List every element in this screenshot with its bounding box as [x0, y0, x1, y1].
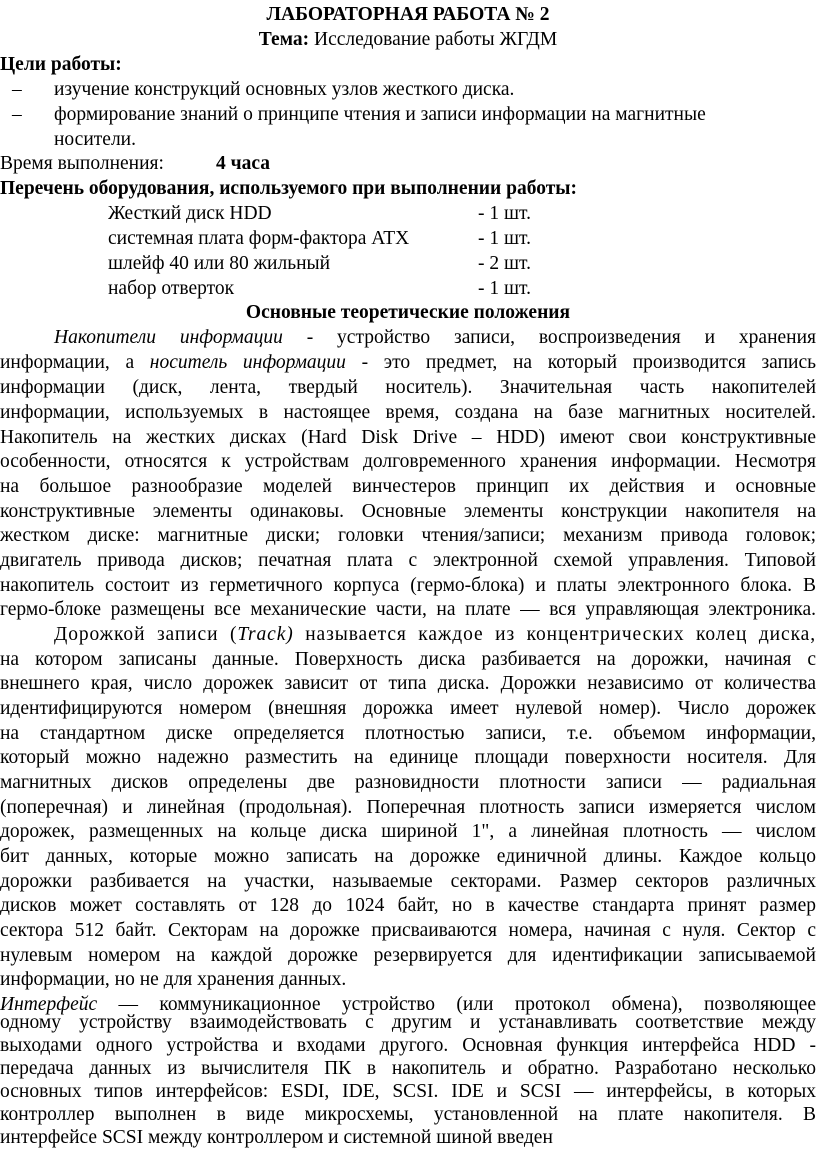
paragraph-line: контроллер выполнен в виде микросхемы, установленной на плате накопителя. В [0, 1104, 816, 1125]
paragraph-line: Накопители информации - устройство записи, воспроизведения и хранения [54, 327, 816, 348]
paragraph-line: конструктивные элементы одинаковы. Основные элементы конструкции накопителя на [0, 501, 816, 522]
document-title: ЛАБОРАТОРНАЯ РАБОТА № 2 [266, 4, 550, 25]
paragraph-line: интерфейсе SCSI между контроллером и системной шиной введен [0, 1127, 553, 1148]
paragraph-line: особенности, относятся к устройствам долговременного хранения информации. Несмотря [0, 451, 816, 472]
paragraph-line: внешнего края, число дорожек зависит от типа диска. Дорожки независимо от количества [0, 673, 816, 694]
paragraph-line: основных типов интерфейсов: ESDI, IDE, SCSI. IDE и SCSI — интерфейсы, в которых [0, 1081, 816, 1102]
paragraph-line: передача данных из вычислителя ПК в накопитель и обратно. Разработано несколько [0, 1058, 816, 1079]
document-topic: Тема: Исследование работы ЖГДМ [258, 29, 558, 50]
goal-item-continuation: носители. [54, 129, 136, 150]
paragraph-line: на стандартном диске определяется плотностью записи, т.е. объемом информации, [0, 723, 816, 744]
paragraph-line: на большое разнообразие моделей винчестеров принцип их действия и основные [0, 476, 816, 497]
paragraph-line: дисков может составлять от 128 до 1024 байт, но в качестве стандарта принят размер [0, 895, 816, 916]
paragraph-line: информации, используемых в настоящее время, создана на базе магнитных носителей. [0, 402, 816, 423]
paragraph-line: сектора 512 байт. Секторам на дорожке присваиваются номера, начиная с нуля. Сектор с [0, 920, 816, 941]
equipment-heading: Перечень оборудования, используемого при выполнении работы: [0, 178, 578, 199]
paragraph-line: Накопитель на жестких дисках (Hard Disk Drive – HDD) имеют свои конструктивные [0, 427, 816, 448]
paragraph-line: одному устройству взаимодействовать с другим и устанавливать соответствие между [0, 1012, 816, 1033]
paragraph-line: информации (диск, лента, твердый носитель). Значительная часть накопителей [0, 377, 816, 398]
paragraph-line: выходами одного устройства и входами другого. Основная функция интерфейса HDD - [0, 1035, 816, 1056]
paragraph-line: информации, но не для хранения данных. [0, 969, 347, 990]
paragraph-line: магнитных дисков определены две разновидности плотности записи — радиальная [0, 772, 816, 793]
paragraph-line: накопитель состоит из герметичного корпуса (гермо-блока) и платы электронного блока. В [0, 575, 816, 596]
time-row [0, 152, 816, 177]
paragraph-line: идентифицируются номером (внешняя дорожка имеет нулевой номер). Число дорожек [0, 698, 816, 719]
paragraph-line: который можно надежно разместить на единице площади поверхности носителя. Для [0, 747, 816, 768]
paragraph-line: двигатель привода дисков; печатная плата с электронной схемой управления. Типовой [0, 550, 816, 571]
paragraph-line: на котором записаны данные. Поверхность диска разбивается на дорожки, начиная с [0, 649, 816, 670]
paragraph-line: дорожек, размещенных на кольце диска шириной 1", а линейная плотность — числом [0, 821, 816, 842]
goals-heading: Цели работы: [0, 54, 122, 75]
time-value: 4 часа [216, 153, 271, 174]
paragraph-line: (поперечная) и линейная (продольная). Поперечная плотность записи измеряется числом [0, 797, 816, 818]
paragraph-line: Дорожкой записи (Track) называется каждое из концентрических колец диска, [54, 624, 816, 645]
paragraph-line: гермо-блоке размещены все механические части, на плате — вся управляющая электроника. [0, 599, 816, 620]
time-label: Время выполнения: [0, 153, 164, 174]
paragraph-line: дорожки разбивается на участки, называемые секторами. Размер секторов различных [0, 871, 816, 892]
paragraph-line: информации, а носитель информации - это предмет, на который производится запись [0, 352, 816, 373]
theory-heading: Основные теоретические положения [245, 302, 571, 323]
paragraph-line: бит данных, которые можно записать на дорожке единичной длины. Каждое кольцо [0, 846, 816, 867]
paragraph-line: Интерфейс — коммуникационное устройство (или протокол обмена), позволяющее [0, 994, 816, 1015]
paragraph-line: жестком диске: магнитные диски; головки чтения/записи; механизм привода головок; [0, 525, 816, 546]
paragraph-line: нулевым номером на каждой дорожке резервируется для идентификации записываемой [0, 945, 816, 966]
